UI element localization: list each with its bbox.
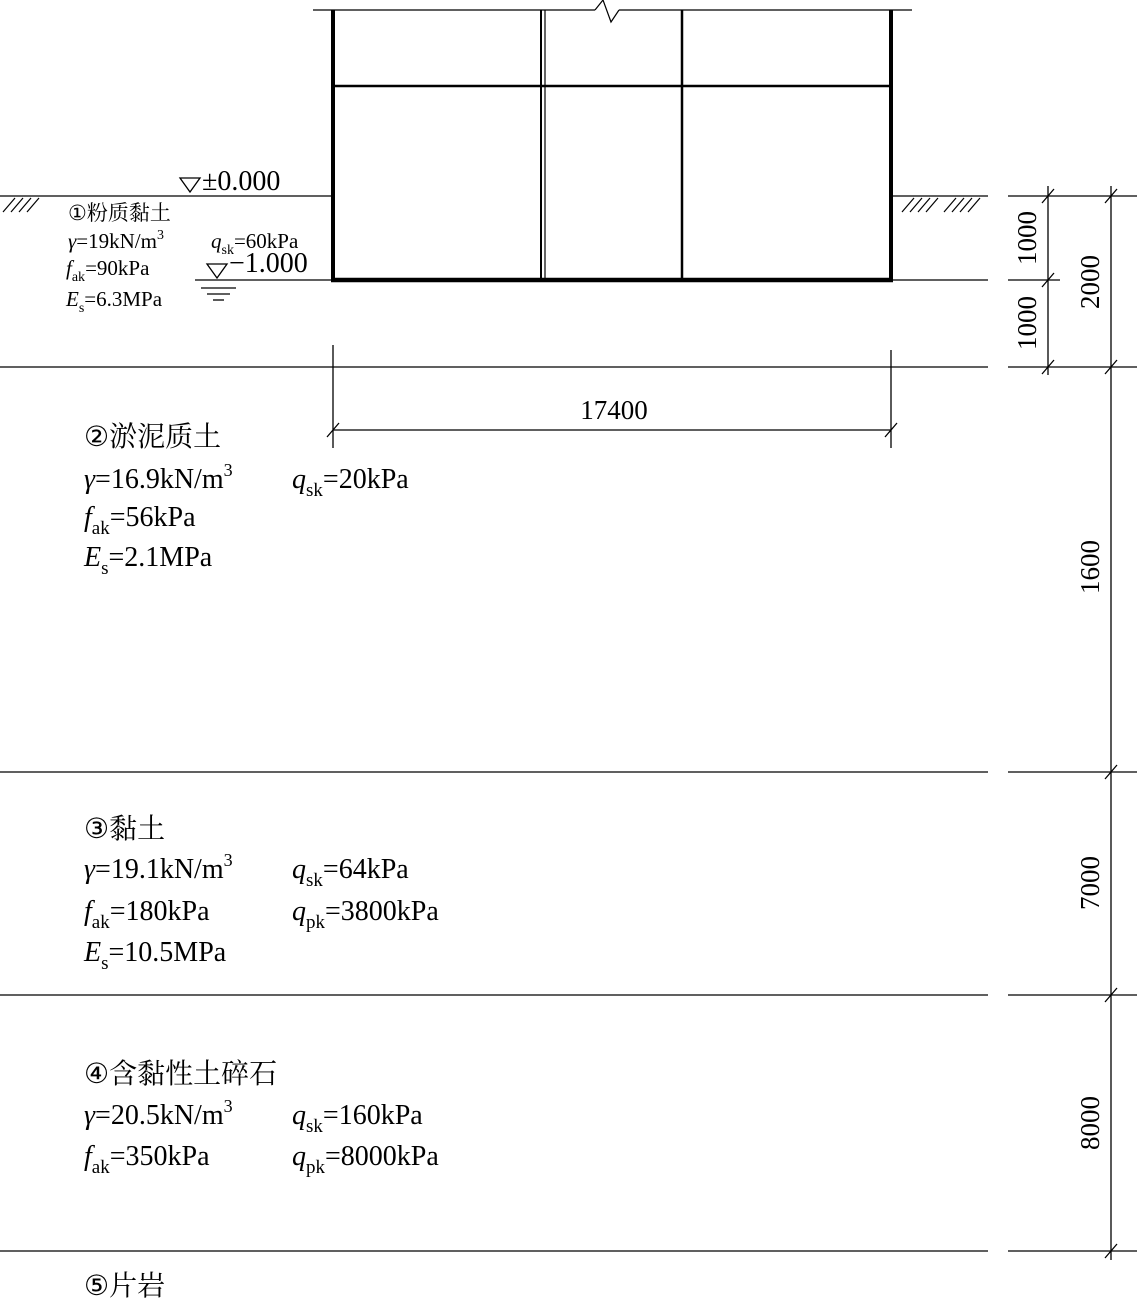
layer-2-gamma: $\gamma=16.9kN/m^3$ xyxy=(84,460,233,495)
layer-5-name: ⑤片岩 xyxy=(84,1269,166,1302)
layer-1-name: ①粉质黏土 xyxy=(68,201,171,225)
elevation-triangle-icon xyxy=(180,178,200,192)
layer-1-Es: $E_s=6.3MPa$ xyxy=(66,287,163,316)
dim-upper-1: 1000 xyxy=(1012,211,1042,265)
ground-hatch-right xyxy=(902,198,980,212)
dim-layer3-thickness: 7000 xyxy=(1075,856,1105,910)
elevation-triangle-icon xyxy=(207,264,227,278)
layer-1-fak: $f_{ak}=90kPa$ xyxy=(66,256,150,285)
layer-3-properties xyxy=(83,812,439,974)
layer-2-properties xyxy=(83,420,409,579)
layer-5-properties xyxy=(84,1269,165,1302)
layer-2-Es: $E_s=2.1MPa$ xyxy=(84,542,213,579)
elevation-marker-base xyxy=(201,248,308,300)
layer-3-name: ③黏土 xyxy=(84,812,166,845)
layer-3-qpk: $q_{pk}=3800kPa$ xyxy=(292,896,439,933)
layer-2-qsk: $q_{sk}=20kPa$ xyxy=(292,464,409,501)
layer-3-gamma: $\gamma=19.1kN/m^3$ xyxy=(84,850,233,885)
layer-1-gamma: $\gamma=19kN/m^3$ xyxy=(68,228,164,253)
dim-upper-total: 2000 xyxy=(1075,255,1105,309)
layer-1-qsk: $q_{sk}=60kPa$ xyxy=(211,229,299,258)
layer-4-properties xyxy=(84,1057,439,1178)
width-dimension-label: 17400 xyxy=(580,395,648,425)
layer-boundaries xyxy=(0,196,1137,1251)
dim-layer4-thickness: 8000 xyxy=(1075,1096,1105,1150)
layer-4-fak: $f_{ak}=350kPa$ xyxy=(84,1141,210,1178)
layer-4-qsk: $q_{sk}=160kPa$ xyxy=(292,1100,423,1137)
water-table-icon xyxy=(201,288,236,300)
layer-4-qpk: $q_{pk}=8000kPa$ xyxy=(292,1141,439,1178)
layer-4-gamma: $\gamma=20.5kN/m^3$ xyxy=(84,1096,233,1131)
elevation-ground-label: ±0.000 xyxy=(202,166,281,197)
layer-3-fak: $f_{ak}=180kPa$ xyxy=(84,896,210,933)
ground-hatch-left xyxy=(3,198,39,212)
elevation-base-label: −1.000 xyxy=(229,248,308,279)
building-frame xyxy=(313,0,912,281)
elevation-marker-ground xyxy=(180,166,280,197)
layer-2-fak: $f_{ak}=56kPa$ xyxy=(84,502,196,539)
break-symbol xyxy=(595,0,619,22)
dim-layer2-thickness: 1600 xyxy=(1075,540,1105,594)
layer-3-Es: $E_s=10.5MPa$ xyxy=(84,937,227,974)
dim-upper-2: 1000 xyxy=(1012,296,1042,350)
layer-3-qsk: $q_{sk}=64kPa$ xyxy=(292,854,409,891)
layer-4-name: ④含黏性土碎石 xyxy=(84,1057,278,1090)
layer-2-name: ②淤泥质土 xyxy=(84,420,222,453)
